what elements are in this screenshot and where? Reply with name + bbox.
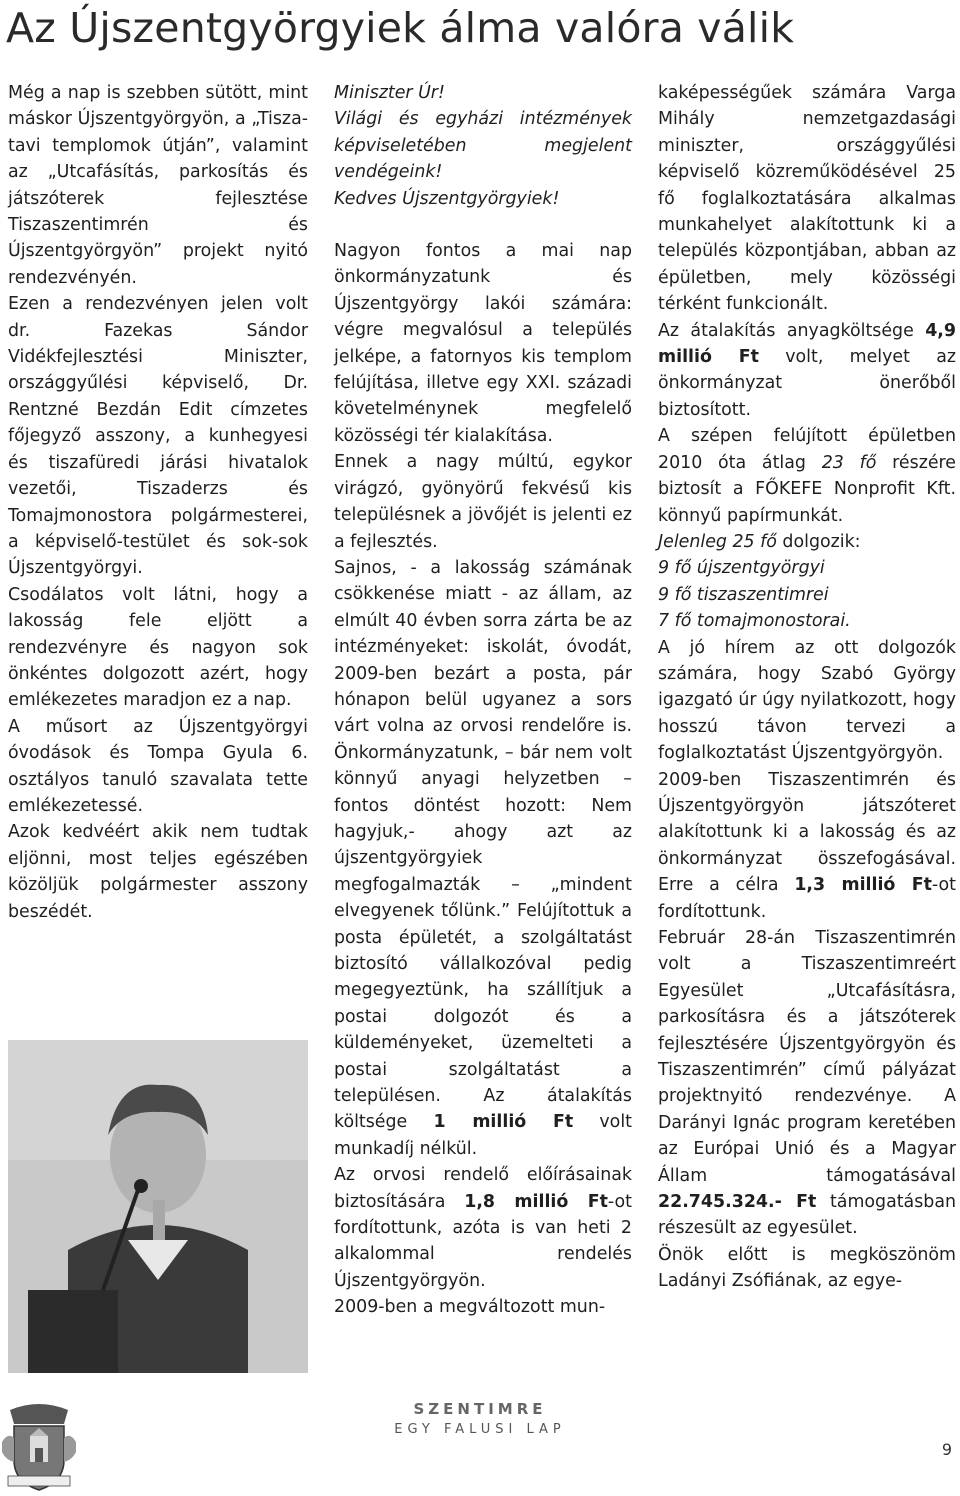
paragraph: Csodálatos volt látni, hogy a lakosság fele eljött a rendezvényre és nagyon sok önkéntes dolgozott azért, hogy emlékezetes maradjon ez a nap. xyxy=(8,584,308,711)
paragraph: A műsort az Újszentgyörgyi óvodások és Tompa Gyula 6. osztályos tanuló szavalata tette emlékezetessé. xyxy=(8,716,308,816)
list-item: 9 fő tiszaszentimrei xyxy=(658,584,829,605)
paragraph: A szépen felújított épületben 2010 óta átlag 23 fő részére biztosít a FŐKEFE Nonprofit Kft. könnyű papírmunkát. xyxy=(658,426,956,526)
paragraph: Sajnos, - a lakosság számának csökkenése miatt - az állam, az elmúlt 40 évben sorra zárta be az intézményeket: iskolát, óvodát, 2009-ben bezárt a posta, pár hónapon belül ugyanez a sors várt volna az orvosi rendelőre is. Önkormányzatunk, – bár nem volt könnyű anyagi helyzetben – fontos döntést hozott: Nem hagyjuk,- ahogy azt az újszentgyörgyiek megfogalmazták – „mindent elvegyenek tőlünk.” Felújítottuk a posta épületét, a szolgáltatást biztosító vállalkozóval pedig megegyeztünk, ha szállítjuk a postai dolgozót és a küldeményeket, üzemelteti a postai szolgáltatást a településen. Az átalakítás költsége 1 millió Ft volt munkadíj nélkül. xyxy=(334,557,632,1159)
publication-masthead xyxy=(380,1400,580,1437)
paragraph: Ezen a rendezvényen jelen volt dr. Fazekas Sándor Vidékfejlesztési Miniszter, országgyűlési képviselő, Dr. Rentzné Bezdán Edit címzetes főjegyző asszony, a kunhegyesi és tiszafüredi járási hivatalok vezetői, Tiszaderzs és Tomajmonostora polgármesterei, a képviselő-testület és sok-sok Újszentgyörgyi. xyxy=(8,294,308,579)
list-item: 9 fő újszentgyörgyi xyxy=(658,558,825,579)
article-column-2 xyxy=(334,80,632,1321)
paragraph: Az átalakítás anyagköltsége 4,9 millió Ft volt, melyet az önkormányzat önerőből biztosított. xyxy=(658,320,956,420)
greeting-line: Miniszter Úr! xyxy=(334,83,445,103)
boy-at-lectern-image xyxy=(8,1040,308,1373)
publication-title: SZENTIMRE xyxy=(413,1400,547,1418)
greeting-line: Világi és egyházi intézmények képviseletében megjelent vendégeink! xyxy=(334,109,632,183)
paragraph: Még a nap is szebben sütött, mint máskor Újszentgyörgyön, a „Tisza-tavi templomok útján”, valamint az „Utcafásítás, parkosítás és játszóterek fejlesztése Tiszaszentimrén és Újszentgyörgyön” projekt nyitó rendezvényén. xyxy=(8,83,308,288)
page-title: Az Újszentgyörgyiek álma valóra válik xyxy=(6,4,795,52)
paragraph: kaképességűek számára Varga Mihály nemzetgazdasági miniszter, országgyűlési képviselő közreműködésével 25 fő foglalkoztatására alkalmas munkahelyet alakítottunk ki a település központjában, abban az épületben, mely közösségi térként funkcionált. xyxy=(658,83,956,315)
greeting-line: Kedves Újszentgyörgyiek! xyxy=(334,188,560,209)
article-column-1 xyxy=(8,80,308,925)
speaker-photo xyxy=(8,1040,308,1373)
paragraph: Jelenleg 25 fő dolgozik: xyxy=(658,531,861,552)
paragraph: Nagyon fontos a mai nap önkormányzatunk és Újszentgyörgy lakói számára: végre megvalósul a település jelképe, a fatornyos kis templom felújítása, illetve egy XXI. századi követelménynek megfelelő közösségi tér kialakítása. xyxy=(334,241,632,446)
coat-of-arms-icon xyxy=(0,1402,78,1492)
list-item: 7 fő tomajmonostorai. xyxy=(658,611,851,632)
paragraph: 2009-ben a megváltozott mun- xyxy=(334,1297,606,1318)
publication-subtitle: EGY FALUSI LAP xyxy=(394,1422,566,1437)
article-column-3 xyxy=(658,80,956,1295)
page-number: 9 xyxy=(941,1440,952,1459)
paragraph: A jó hírem az ott dolgozók számára, hogy Szabó György igazgató úr úgy nyilatkozott, hogy hosszú távon tervezi a foglalkoztatást Újszentgyörgyön. xyxy=(658,637,956,764)
paragraph: Ennek a nagy múltú, egykor virágzó, gyönyörű fekvésű kis településnek a jövőjét is jelenti ez a fejlesztés. xyxy=(334,452,632,552)
paragraph: Február 28-án Tiszaszentimrén volt a Tiszaszentimreért Egyesület „Utcafásításra, parkosításra és a játszóterek fejlesztésére Újszentgyörgyön és Tiszaszentimrén” című pályázat projektnyitó rendezvénye. A Darányi Ignác program keretében az Európai Unió és a Magyar Állam támogatásával 22.745.324.- Ft támogatásban részesült az egyesület. xyxy=(658,928,956,1239)
paragraph: 2009-ben Tiszaszentimrén és Újszentgyörgyön játszóteret alakítottunk ki a lakosság és az önkormányzat összefogásával. Erre a célra 1,3 millió Ft-ot fordítottunk. xyxy=(658,769,956,922)
paragraph: Az orvosi rendelő előírásainak biztosítására 1,8 millió Ft-ot fordítottunk, azóta is van heti 2 alkalommal rendelés Újszentgyörgyön. xyxy=(334,1165,632,1291)
paragraph: Azok kedvéért akik nem tudtak eljönni, most teljes egészében közöljük polgármester asszony beszédét. xyxy=(8,822,308,922)
paragraph: Önök előtt is megköszönöm Ladányi Zsófiának, az egye- xyxy=(658,1244,956,1292)
